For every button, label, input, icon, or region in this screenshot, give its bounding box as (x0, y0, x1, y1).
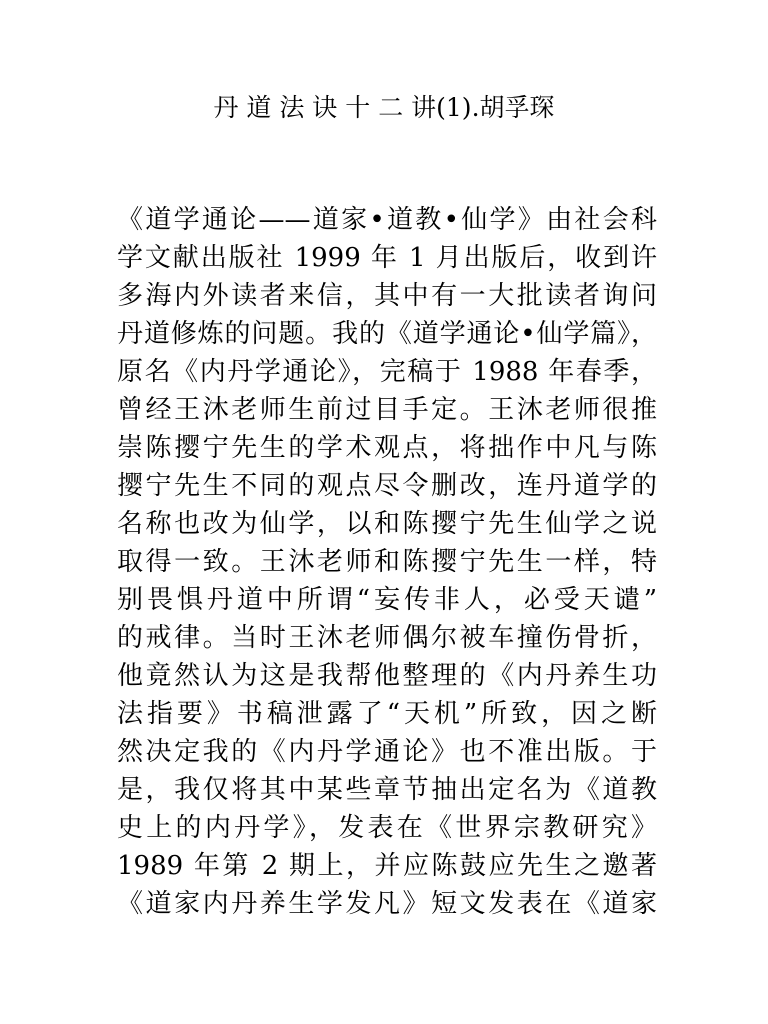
text-line: 丹道修炼的问题。我的《道学通论•仙学篇》， (117, 319, 657, 349)
text-line: 撄宁先生不同的观点尽令删改，连丹道学的 (117, 471, 657, 501)
body-text (117, 201, 657, 923)
text-line: 1989 年第 2 期上，并应陈鼓应先生之邀著 (117, 851, 657, 881)
text-line: 《道家内丹养生学发凡》短文发表在《道家 (117, 889, 657, 919)
text-line: 是，我仅将其中某些章节抽出定名为《道教 (117, 775, 657, 805)
text-line: 名称也改为仙学，以和陈撄宁先生仙学之说 (117, 509, 657, 539)
text-line: 然决定我的《内丹学通论》也不准出版。于 (117, 737, 657, 767)
text-line: 学文献出版社 1999 年 1 月出版后，收到许 (117, 243, 657, 273)
text-line: 取得一致。王沐老师和陈撄宁先生一样，特 (117, 547, 657, 577)
text-line: 原名《内丹学通论》，完稿于 1988 年春季， (117, 357, 657, 387)
text-line: 《道学通论——道家•道教•仙学》由社会科 (117, 205, 657, 235)
text-line: 的戒律。当时王沐老师偶尔被车撞伤骨折， (117, 623, 657, 653)
text-line: 史上的内丹学》，发表在《世界宗教研究》 (117, 813, 657, 843)
text-line: 多海内外读者来信，其中有一大批读者询问 (117, 281, 657, 311)
text-line: 法指要》书稿泄露了“天机”所致，因之断 (117, 699, 657, 729)
text-line: 曾经王沐老师生前过目手定。王沐老师很推 (117, 395, 657, 425)
page-title: 丹 道 法 诀 十 二 讲(1).胡孚琛 (213, 93, 555, 122)
text-line: 他竟然认为这是我帮他整理的《内丹养生功 (117, 661, 657, 691)
text-line: 崇陈撄宁先生的学术观点，将拙作中凡与陈 (117, 433, 657, 463)
text-line: 别畏惧丹道中所谓“妄传非人，必受天谴” (117, 585, 657, 615)
